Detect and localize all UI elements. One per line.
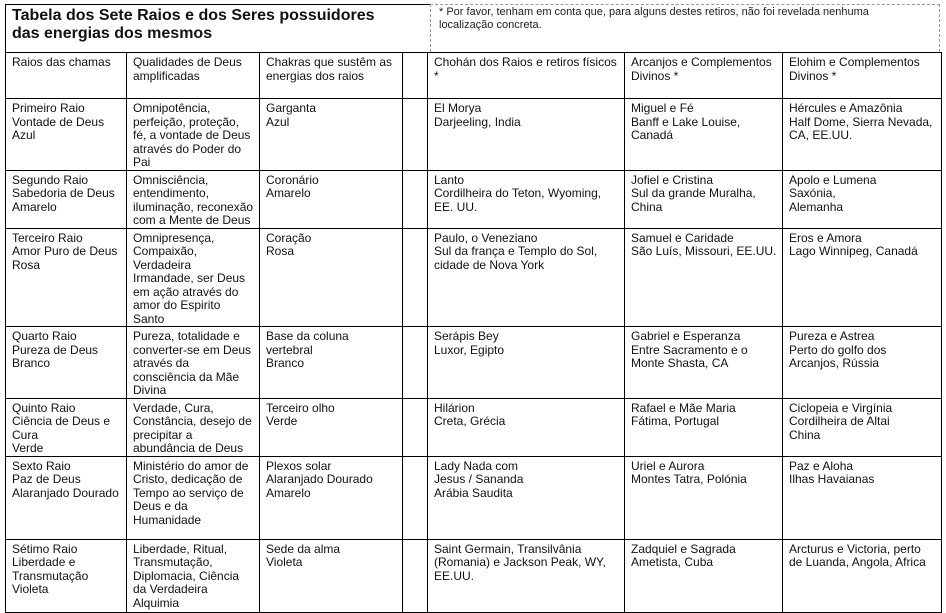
cell-line: El Morya — [434, 101, 482, 115]
cell-line: Rosa — [266, 244, 295, 258]
cell-elohim — [783, 456, 942, 539]
cell-line: da Verdadeira — [133, 582, 208, 596]
cell-line: Alaranjado Dourado — [12, 485, 119, 500]
cell-ray — [6, 228, 127, 327]
cell-elohim — [783, 228, 942, 327]
cell-line: Primeiro Raio — [12, 101, 85, 115]
footnote — [430, 4, 940, 52]
cell-line: Azul — [266, 114, 290, 129]
cell-chakra — [260, 170, 403, 228]
cell-line: Qualidades de Deus — [133, 55, 242, 69]
cell-line: Garganta — [266, 101, 317, 115]
cell-line: amor do Espirito — [133, 298, 221, 312]
cell-line: através da — [133, 356, 190, 370]
title-line: das energias dos mesmos — [12, 25, 213, 42]
cell-line: Paz de Deus — [12, 472, 81, 486]
cell-line: Divinos * — [789, 68, 837, 83]
table-title — [5, 4, 430, 52]
cell-line: Ciclopeia e Virgínia — [789, 400, 893, 415]
cell-archangels — [625, 327, 783, 399]
cell-line: Alemanha — [789, 199, 844, 214]
cell-line: EE. UU. — [434, 199, 478, 214]
cell-line: Amor Puro de Deus — [12, 244, 118, 258]
header-cell-elohim — [783, 53, 942, 99]
cell-line: Chakras que sustêm as — [266, 55, 393, 69]
cell-line: Darjeeling, India — [434, 114, 521, 129]
cell-line: Terceiro olho — [266, 400, 335, 415]
table-row — [6, 99, 942, 171]
cell-line: Irmandade, ser Deus — [133, 271, 246, 285]
cell-line: Omnisciência, — [133, 172, 209, 187]
cell-line: Arcturus e Victoria, perto — [789, 541, 921, 556]
cell-archangels — [625, 228, 783, 327]
cell-line: Verdade, Cura, — [133, 400, 214, 415]
table-row — [6, 228, 942, 327]
cell-line: Transmutação — [12, 568, 89, 583]
cell-line: São Luís, Missouri, EE.UU. — [631, 244, 777, 258]
table-row — [6, 170, 942, 228]
cell-line: Tempo ao serviço de — [133, 485, 244, 500]
cell-line: com a Mente de Deus — [133, 213, 251, 227]
cell-line: Cordilheira do Teton, Wyoming, — [434, 186, 602, 200]
cell-qualities — [127, 456, 260, 539]
cell-line: perfeição, proteção, — [133, 114, 240, 129]
cell-qualities — [127, 170, 260, 228]
cell-line: Jofiel e Cristina — [631, 172, 714, 187]
spacer-cell — [403, 398, 428, 456]
cell-line: Monte Shasta, CA — [631, 356, 729, 370]
cell-line: vertebral — [266, 342, 313, 357]
cell-line: Compaixão, — [133, 244, 198, 258]
cell-ray — [6, 456, 127, 539]
cell-archangels — [625, 99, 783, 171]
cell-line: Arábia Saudita — [434, 485, 513, 500]
cell-line: Montes Tatra, Polónia — [631, 472, 747, 486]
cell-line: Hilárion — [434, 400, 475, 415]
cell-line: Verdadeira — [133, 257, 192, 272]
cell-line: Amarelo — [266, 485, 311, 500]
cell-ray — [6, 539, 127, 612]
cell-line: Vontade de Deus — [12, 114, 105, 129]
cell-line: Base da coluna — [266, 329, 349, 343]
cell-line: Lady Nada com — [434, 458, 519, 473]
cell-chakra — [260, 228, 403, 327]
cell-line: consciência da Mãe — [133, 369, 240, 384]
cell-chohan — [428, 327, 625, 399]
cell-line: Ilhas Havaianas — [789, 472, 875, 486]
cell-line: Quarto Raio — [12, 329, 77, 343]
spacer-cell — [403, 99, 428, 171]
cell-line: Verde — [12, 441, 44, 455]
cell-line: Arcanjos e Complementos — [631, 55, 772, 69]
cell-line: Ametista, Cuba — [631, 555, 714, 569]
cell-line: entendimento, — [133, 186, 210, 200]
cell-line: Gabriel e Esperanza — [631, 329, 741, 343]
cell-line: Sexto Raio — [12, 458, 71, 473]
cell-line: Saxónia, — [789, 186, 836, 200]
cell-line: Elohim e Complementos — [789, 55, 920, 69]
cell-line: Entre Sacramento e o — [631, 342, 748, 357]
cell-chakra — [260, 398, 403, 456]
cell-elohim — [783, 539, 942, 612]
cell-line: Sul da grande Muralha, — [631, 186, 756, 200]
header-cell-archangels — [625, 53, 783, 99]
cell-line: Chohán dos Raios e retiros físicos — [434, 55, 617, 69]
header-cell-chohan — [428, 53, 625, 99]
spacer-cell — [403, 170, 428, 228]
cell-line: Sul da frança e Templo do Sol, — [434, 244, 598, 258]
cell-line: Cristo, dedicação de — [133, 472, 243, 486]
cell-archangels — [625, 539, 783, 612]
cell-line: Serápis Bey — [434, 329, 499, 343]
cell-line: Ciência de Deus e — [12, 414, 111, 428]
cell-line: Samuel e Caridade — [631, 230, 734, 245]
cell-line: Perto do golfo dos — [789, 342, 887, 357]
cell-line: Cordilheira de Altai — [789, 414, 890, 428]
cell-qualities — [127, 99, 260, 171]
cell-ray — [6, 170, 127, 228]
cell-line: Cura — [12, 427, 39, 442]
cell-line: Azul — [12, 128, 36, 142]
cell-line: Liberdade, Ritual, — [133, 541, 228, 556]
spacer-cell — [403, 53, 428, 99]
spacer-cell — [403, 456, 428, 539]
cell-chohan — [428, 398, 625, 456]
table-row — [6, 539, 942, 612]
cell-ray — [6, 327, 127, 399]
cell-line: fé, a vontade de Deus — [133, 128, 251, 142]
cell-line: China — [631, 199, 663, 214]
cell-line: Miguel e Fé — [631, 101, 694, 115]
cell-line: Fátima, Portugal — [631, 414, 720, 428]
cell-line: Lago Winnipeg, Canadá — [789, 244, 918, 258]
cell-line: Saint Germain, Transilvânia — [434, 541, 582, 556]
cell-line: Canadá — [631, 128, 674, 142]
cell-chohan — [428, 99, 625, 171]
cell-line: Terceiro Raio — [12, 230, 83, 245]
cell-line: Humanidade — [133, 512, 202, 527]
spacer-cell — [403, 539, 428, 612]
cell-line: Raios das chamas — [12, 55, 111, 69]
cell-line: precipitar a — [133, 427, 193, 442]
cell-line: Apolo e Lumena — [789, 172, 877, 187]
cell-line: * — [434, 68, 439, 83]
cell-line: converter-se em Deus — [133, 342, 252, 357]
cell-line: Violeta — [266, 555, 303, 569]
footnote-line: localização concreta. — [439, 19, 542, 31]
cell-chakra — [260, 539, 403, 612]
cell-archangels — [625, 170, 783, 228]
cell-line: Pureza e Astrea — [789, 329, 875, 343]
table-row — [6, 327, 942, 399]
cell-line: Banff e Lake Louise, — [631, 114, 741, 129]
cell-line: Constância, desejo de — [133, 414, 252, 428]
cell-line: Omnipotência, — [133, 101, 211, 115]
cell-line: Paulo, o Veneziano — [434, 230, 538, 245]
cell-line: Amarelo — [12, 199, 57, 214]
cell-line: Pureza, totalidade e — [133, 329, 240, 343]
cell-line: Pai — [133, 155, 151, 169]
cell-ray — [6, 99, 127, 171]
header-cell-qualities — [127, 53, 260, 99]
cell-chakra — [260, 456, 403, 539]
cell-chohan — [428, 539, 625, 612]
cell-line: China — [789, 427, 821, 442]
cell-line: Jesus / Sananda — [434, 472, 524, 486]
cell-line: através do Poder do — [133, 141, 242, 156]
cell-line: energias dos raios — [266, 68, 365, 83]
cell-chakra — [260, 99, 403, 171]
cell-line: Deus e da — [133, 499, 188, 513]
cell-line: Sétimo Raio — [12, 541, 78, 556]
cell-qualities — [127, 539, 260, 612]
title-line: Tabela dos Sete Raios e dos Seres possuidores — [12, 7, 375, 24]
cell-qualities — [127, 398, 260, 456]
cell-chohan — [428, 228, 625, 327]
cell-line: Santo — [133, 311, 165, 326]
cell-line: Creta, Grécia — [434, 414, 506, 428]
cell-line: Rosa — [12, 257, 41, 272]
cell-line: Paz e Aloha — [789, 458, 854, 473]
cell-line: Zadquiel e Sagrada — [631, 541, 736, 556]
cell-line: iluminação, reconexão — [133, 199, 254, 214]
cell-line: Transmutação, — [133, 555, 213, 569]
cell-line: cidade de Nova York — [434, 257, 545, 272]
cell-archangels — [625, 398, 783, 456]
header-cell-chakra — [260, 53, 403, 99]
cell-line: Ministério do amor de — [133, 458, 249, 473]
cell-line: Uriel e Aurora — [631, 458, 705, 473]
cell-line: Arcanjos, Rússia — [789, 356, 880, 370]
cell-line: Alquimia — [133, 595, 180, 610]
cell-line: Divinos * — [631, 68, 679, 83]
cell-line: (Romania) e Jackson Peak, WY, — [434, 555, 606, 569]
cell-line: Liberdade e — [12, 555, 76, 569]
cell-line: Segundo Raio — [12, 172, 89, 187]
cell-line: Branco — [12, 356, 51, 370]
cell-elohim — [783, 170, 942, 228]
cell-line: Coronário — [266, 172, 319, 187]
cell-ray — [6, 398, 127, 456]
header-row — [6, 53, 942, 99]
cell-line: Pureza de Deus — [12, 342, 99, 357]
cell-chohan — [428, 170, 625, 228]
footnote-line: * Por favor, tenham em conta que, para alguns destes retiros, não foi revelada nenhuma — [439, 6, 869, 18]
cell-line: Amarelo — [266, 186, 311, 200]
table-row — [6, 398, 942, 456]
cell-qualities — [127, 327, 260, 399]
cell-line: Eros e Amora — [789, 230, 862, 245]
cell-line: Alaranjado Dourado — [266, 472, 373, 486]
cell-chohan — [428, 456, 625, 539]
cell-line: abundância de Deus — [133, 441, 244, 455]
cell-elohim — [783, 398, 942, 456]
cell-line: Coração — [266, 230, 312, 245]
spacer-cell — [403, 228, 428, 327]
cell-line: Hércules e Amazônia — [789, 101, 903, 115]
cell-line: de Luanda, Angola, Africa — [789, 555, 926, 569]
cell-line: Diplomacia, Ciência — [133, 568, 240, 583]
cell-line: Sede da alma — [266, 541, 341, 556]
cell-elohim — [783, 327, 942, 399]
spacer-cell — [403, 327, 428, 399]
header-cell-ray — [6, 53, 127, 99]
cell-line: Plexos solar — [266, 458, 332, 473]
cell-qualities — [127, 228, 260, 327]
cell-line: Branco — [266, 356, 305, 370]
cell-line: Divina — [133, 383, 167, 397]
cell-line: Violeta — [12, 582, 49, 596]
cell-line: Rafael e Mãe Maria — [631, 400, 736, 415]
cell-line: em ação através do — [133, 284, 239, 299]
cell-line: Half Dome, Sierra Nevada, — [789, 114, 933, 129]
cell-elohim — [783, 99, 942, 171]
cell-line: Luxor, Egipto — [434, 342, 505, 357]
cell-line: Lanto — [434, 172, 465, 187]
cell-chakra — [260, 327, 403, 399]
cell-line: Sabedoria de Deus — [12, 186, 115, 200]
table-row — [6, 456, 942, 539]
cell-line: Omnipresença, — [133, 230, 215, 245]
cell-archangels — [625, 456, 783, 539]
cell-line: amplificadas — [133, 68, 200, 83]
cell-line: Quinto Raio — [12, 400, 76, 415]
rays-table — [5, 52, 942, 613]
cell-line: CA, EE.UU. — [789, 128, 853, 142]
cell-line: EE.UU. — [434, 568, 475, 583]
cell-line: Verde — [266, 414, 298, 428]
